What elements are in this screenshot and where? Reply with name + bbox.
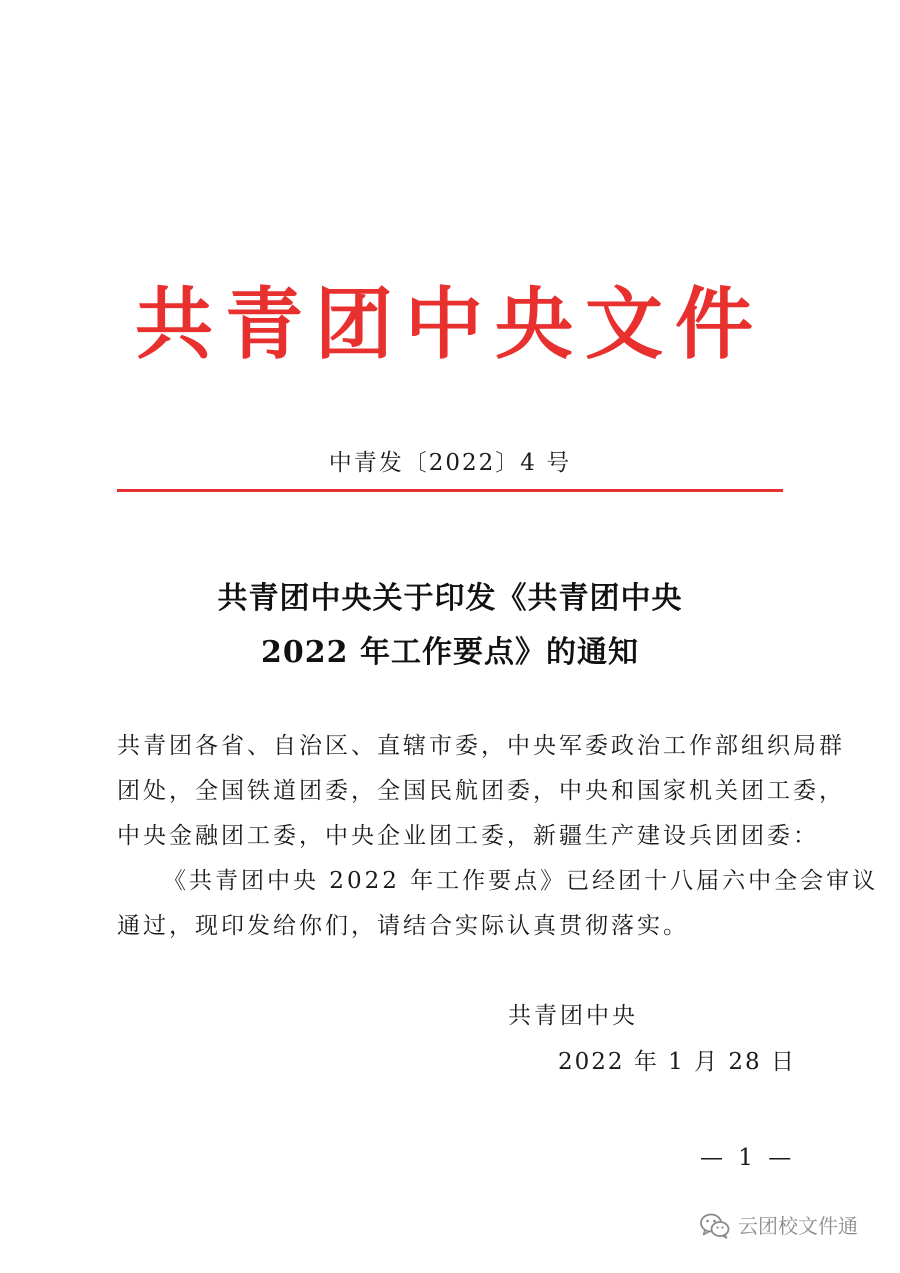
page-number: — 1 — (700, 1145, 796, 1171)
wechat-icon (700, 1213, 730, 1239)
source-watermark (700, 1212, 858, 1240)
body-paragraph-line: 《共青团中央 2022 年工作要点》已经团十八届六中全会审议 (163, 868, 879, 894)
document-title (60, 572, 840, 680)
title-line: 共青团中央关于印发《共青团中央 (217, 581, 683, 616)
document-body (117, 724, 879, 949)
recipients-line: 共青团各省、自治区、直辖市委，中央军委政治工作部组织局群 (117, 733, 845, 759)
body-paragraph-line: 通过，现印发给你们，请结合实际认真贯彻落实。 (117, 913, 689, 939)
document-masthead: 共青团中央文件 (134, 279, 765, 370)
recipients-line: 中央金融团工委，中央企业团工委，新疆生产建设兵团团委： (117, 823, 819, 849)
document-number: 中青发〔2022〕4 号 (328, 450, 572, 476)
issue-date: 2022 年 1 月 28 日 (558, 1049, 796, 1075)
issuer-signature: 共青团中央 (508, 1003, 638, 1029)
title-line: 2022 年工作要点》的通知 (261, 635, 639, 670)
recipients-line: 团处，全国铁道团委，全国民航团委，中央和国家机关团工委， (117, 778, 845, 804)
watermark-text: 云团校文件通 (738, 1214, 858, 1238)
red-separator-line (117, 489, 783, 492)
